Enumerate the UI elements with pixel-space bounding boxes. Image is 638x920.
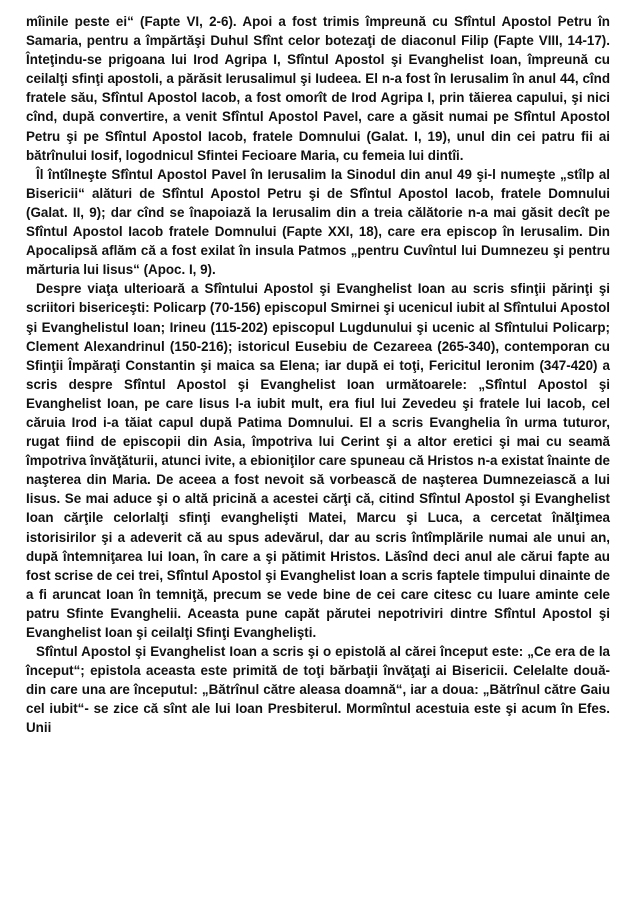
paragraph-2: Îl întîlneşte Sfîntul Apostol Pavel în Ierusalim la Sinodul din anul 49 şi-l numeşte „stîlp al Bisericii“ alături de Sfîntul Apostol Petru şi de Sfîntul Apostol Iacob, fratele Domnului (Galat. II, 9); dar cînd se înapoiază la Ierusalim din a treia călătorie n-a mai găsit decît pe Sfîntul Apostol Iacob fratele Domnului (Fapte XXI, 18), care era episcop în Ierusalim. Din Apocalipsă aflăm că a fost exilat în insula Patmos „pentru Cuvîntul lui Dumnezeu şi pentru mărturia lui Iisus“ (Apoc. I, 9).: [26, 166, 610, 278]
paragraph-4: Sfîntul Apostol şi Evanghelist Ioan a scris şi o epistolă al cărei început este: „Ce era de la început“; epistola aceasta este primită de toţi bărbaţii învăţaţi ai Bisericii. Celelalte două- din care una are începutul: „Bătrînul către aleasa doamnă“, iar a doua: „Bătrînul către Gaiu cel iubit“- se zice că sînt ale lui Ioan Presbiterul. Mormîntul acestuia este şi acum în Efes. Unii: [26, 644, 610, 736]
paragraph-3: Despre viaţa ulterioară a Sfîntului Apostol şi Evanghelist Ioan au scris sfinţii părinţi şi scriitori bisericeşti: Policarp (70-156) episcopul Smirnei şi ucenicul iubit al Sfîntului Apostol şi Evanghelistul Ioan; Irineu (115-202) episcopul Lugdunului şi ucenic al Sfîntului Policarp; Clement Alexandrinul (150-216); istoricul Eusebiu de Cezareea (265-340), contemporan cu Sfinţii Împăraţi Constantin şi maica sa Elena; iar după ei toţi, Fericitul Ieronim (347-420) a scris despre Sfîntul Apostol şi Evanghelist Ioan următoarele: „Sfîntul Apostol şi Evanghelist Ioan, pe care Iisus l-a iubit mult, era fiul lui Zevedeu şi fratele lui Iacob, cel căruia Irod i-a tăiat capul după Patima Domnului. El a scris Evanghelia în urma tuturor, rugat fiind de episcopii din Asia, împotriva lui Cerint şi a altor eretici şi mai cu seamă împotriva învăţăturii, atunci ivite, a ebioniţilor care spuneau că Hristos n-a existat înainte de naşterea din Maria. De aceea a fost nevoit să vorbească de naşterea Dumnezeiască a lui Iisus. Se mai aduce şi o altă pricină a acestei cărţi că, citind Sfîntul Apostol şi Evanghelist Ioan cărţile celorlalţi sfinţi evanghelişti Matei, Marcu şi Luca, a cercetat înălţimea istorisirilor şi a adeverit că au spus adevărul, dar au scris întîmplările numai ale unui an, după întemniţarea lui Ioan, în care a şi pătimit Hristos. Lăsînd deci anul ale cărui fapte au fost scrise de cei trei, Sfîntul Apostol şi Evanghelist Ioan a scris faptele timpului dinainte de a fi aruncat Ioan în temniţă, precum se vede bine de cei care citesc cu luare aminte cele patru Sfinte Evanghelii. Aceasta pune capăt părutei nepotriviri dintre Sfîntul Apostol şi Evanghelist Ioan şi ceilalţi Sfinţi Evanghelişti.: [26, 281, 610, 640]
book-page: [26, 12, 610, 738]
paragraph-1: mîinile peste ei“ (Fapte VI, 2-6). Apoi a fost trimis împreună cu Sfîntul Apostol Petru în Samaria, pentru a împărtăşi Duhul Sfînt celor botezaţi de diaconul Filip (Fapte VIII, 14-17). Înteţindu-se prigoana lui Irod Agripa I, Sfîntul Apostol şi Evanghelist Ioan, împreună cu ceilalţi sfinţi apostoli, a părăsit Ierusalimul şi Iudeea. El n-a fost în Ierusalim în anul 44, cînd fratele său, Sfîntul Apostol Iacob, a fost omorît de Irod Agripa I, prin tăierea capului, şi nici cînd, după convertire, a venit Sfîntul Apostol Pavel, care a găsit numai pe Sfîntul Apostol Petru şi pe Sfîntul Apostol Iacob, fratele Domnului (Galat. I, 19), unul din cei patru fii ai bătrînului Iosif, logodnicul Sfintei Fecioare Maria, cu femeia lui dintîi.: [26, 14, 610, 163]
